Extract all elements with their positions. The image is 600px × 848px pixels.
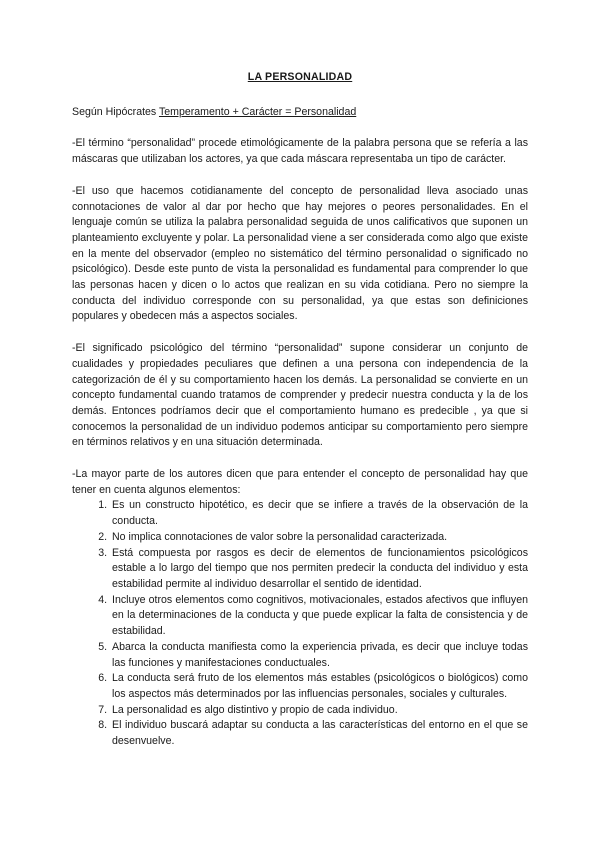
list-item: 5. Abarca la conducta manifiesta como la experiencia privada, es decir que incluye todas las funciones y manifestaciones conductuales. <box>110 640 528 671</box>
intro-prefix: Según Hipócrates <box>72 105 159 118</box>
paragraph-everyday-use: -El uso que hacemos cotidianamente del concepto de personalidad lleva asociado unas connotaciones de valor al dar por hecho que hay mejores o peores personalidades. En el lenguaje común se utiliza la palabra personalidad seguida de unos calificativos que suponen un planteamiento excluyente y polar. La personalidad viene a ser considerada como algo que existe en la mente del observador (empleo no sistemático del término personalidad o significado no psicológico). Desde este punto de vista la personalidad es fundamental para comprender lo que las personas hacen y dicen o lo actos que realizan en su vida cotidiana. Pero no siempre la conducta del individuo corresponde con su personalidad, ya que estas son definiciones populares y obedecen más a aspectos sociales. <box>72 184 528 323</box>
list-intro: -La mayor parte de los autores dicen que para entender el concepto de personalidad hay que tener en cuenta algunos elementos: <box>72 468 528 496</box>
paragraph-psychological-meaning: -El significado psicológico del término “personalidad” supone considerar un conjunto de cualidades y propiedades peculiares que definen a una persona con independencia de la categorización de él y su comportamiento hacen los demás. La personalidad se convierte en un concepto fundamental cuando tratamos de comprender y predecir nuestra conducta y la de los demás. Entonces podríamos decir que el comportamiento humano es predecible , ya que si conocemos la personalidad de un individuo podemos anticipar su comportamiento pero siempre en términos relativos y en una situación determinada. <box>72 342 528 449</box>
list-item: 7. La personalidad es algo distintivo y propio de cada individuo. <box>110 703 528 719</box>
paragraph-etymology: -El término “personalidad” procede etimológicamente de la palabra persona que se refería a las máscaras que utilizaban los actores, ya que cada máscara representaba un tipo de carácter. <box>72 137 528 166</box>
list-item: 6. La conducta será fruto de los elementos más estables (psicológicos o biológicos) como los aspectos más determinados por las influencias personales, sociales y culturales. <box>110 671 528 702</box>
list-item: 2. No implica connotaciones de valor sobre la personalidad caracterizada. <box>110 530 528 546</box>
document-title: LA PERSONALIDAD <box>247 71 353 83</box>
intro-formula: Temperamento + Carácter = Personalidad <box>158 105 357 118</box>
intro-line <box>72 105 528 121</box>
list-item: 8. El individuo buscará adaptar su conducta a las características del entorno en el que se desenvuelve. <box>110 718 528 749</box>
list-item: 1. Es un constructo hipotético, es decir que se infiere a través de la observación de la conducta. <box>110 498 528 529</box>
list-item: 4. Incluye otros elementos como cognitivos, motivacionales, estados afectivos que influyen en la determinaciones de la conducta y que puede explicar la falta de consistencia y de estabilidad. <box>110 593 528 640</box>
elements-list <box>72 498 528 749</box>
list-item: 3. Está compuesta por rasgos es decir de elementos de funcionamientos psicológicos estable a lo largo del tiempo que nos permiten predecir la conducta del individuo y esta estabilidad permite al individuo desarrollar el sentido de identidad. <box>110 546 528 593</box>
